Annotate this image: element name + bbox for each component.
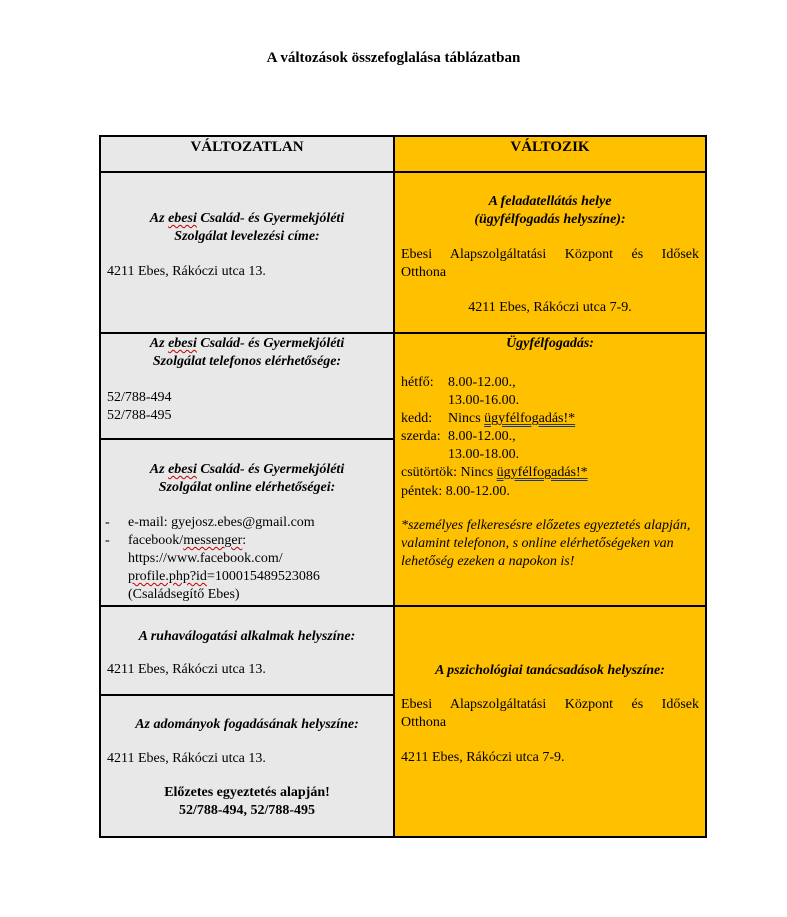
online-contact-heading: Az ebesi Család- és Gyermekjóléti Szolgálat online elérhetőségei: [149,462,345,495]
psychology-location-heading: A pszichológiai tanácsadások helyszíne: [435,663,665,678]
donations-phones: 52/788-494, 52/788-495 [178,803,316,818]
monday-hours-2: 13.00-16.00. [448,393,520,408]
table-border-header [99,171,707,173]
header-changes: VÁLTOZIK [510,139,590,155]
mailing-address-cell [100,172,394,333]
table-border-middle [393,135,395,838]
psychology-location-address: 4211 Ebes, Rákóczi utca 7-9. [401,750,565,765]
monday-label: hétfő: [401,375,434,390]
thursday-label: csütörtök: [401,465,457,480]
service-location-name-line1: Ebesi Alapszolgáltatási Központ és Idősek [401,247,699,262]
psychology-location-cell [394,606,706,837]
email-address[interactable]: e-mail: gyejosz.ebes@gmail.com [128,515,315,530]
facebook-label: facebook/messenger: [128,533,247,548]
service-location-name-line2: Otthona [401,265,447,280]
email-dash: - [105,515,110,530]
table-border-right [705,135,707,838]
table-border-row1 [99,332,707,334]
facebook-url-line1[interactable]: https://www.facebook.com/ [128,551,283,566]
tuesday-label: kedd: [401,411,433,426]
table-border-row3 [99,605,707,607]
service-location-heading: A feladatellátás helye (ügyfélfogadás helyszíne): [474,194,626,227]
phone-contact-heading: Az ebesi Család- és Gyermekjóléti Szolgálat telefonos elérhetősége: [149,336,345,369]
thursday-hours: csütörtök: Nincs ügyfélfogadás!* [401,465,588,480]
online-contact-cell [100,439,394,606]
header-changes-cell [394,136,706,172]
phone-contact-cell [100,333,394,439]
donations-cell [100,695,394,837]
header-unchanged-cell [100,136,394,172]
phone-number-2: 52/788-495 [107,408,172,423]
clothes-sorting-cell [100,606,394,695]
monday-hours-1: 8.00-12.00., [448,375,516,390]
facebook-page-name: (Családsegítő Ebes) [128,587,240,602]
tuesday-hours: Nincs ügyfélfogadás!* [448,411,576,426]
mailing-address-heading: Az ebesi Család- és Gyermekjóléti Szolgálat levelezési címe: [149,211,345,244]
table-border-left [99,135,101,838]
hours-footnote: *személyes felkeresésre előzetes egyeztetés alapján, valamint telefonon, s online elérhetőségeken van lehetőség ezeken a napokon is! [401,518,691,569]
friday-label: péntek: [401,484,443,499]
donations-heading: Az adományok fogadásának helyszíne: [135,717,359,732]
table-border-left-phone [99,438,395,440]
header-unchanged: VÁLTOZATLAN [190,139,304,155]
table-border-left-clothes [99,694,395,696]
clothes-sorting-heading: A ruhaválogatási alkalmak helyszíne: [138,629,356,644]
psychology-location-name-line2: Otthona [401,715,447,730]
friday-hours: péntek: 8.00-12.00. [401,484,510,499]
donations-note: Előzetes egyeztetés alapján! [164,785,330,800]
opening-hours-heading: Ügyfélfogadás: [506,336,594,351]
psychology-location-name-line1: Ebesi Alapszolgáltatási Központ és Idősek [401,697,699,712]
table-border-top [99,135,707,137]
wednesday-hours-1: 8.00-12.00., [448,429,516,444]
wednesday-hours-2: 13.00-18.00. [448,447,520,462]
facebook-url-line2[interactable]: profile.php?id=100015489523086 [128,569,320,584]
service-location-cell [394,172,706,333]
clothes-sorting-address: 4211 Ebes, Rákóczi utca 13. [107,662,266,677]
wednesday-label: szerda: [401,429,441,444]
service-location-address: 4211 Ebes, Rákóczi utca 7-9. [468,300,632,315]
table-border-bottom [99,836,707,838]
page-title: A változások összefoglalása táblázatban [266,50,521,66]
facebook-dash: - [105,533,110,548]
donations-address: 4211 Ebes, Rákóczi utca 13. [107,751,266,766]
phone-number-1: 52/788-494 [107,390,172,405]
mailing-address: 4211 Ebes, Rákóczi utca 13. [107,264,266,279]
opening-hours-cell [394,333,706,606]
